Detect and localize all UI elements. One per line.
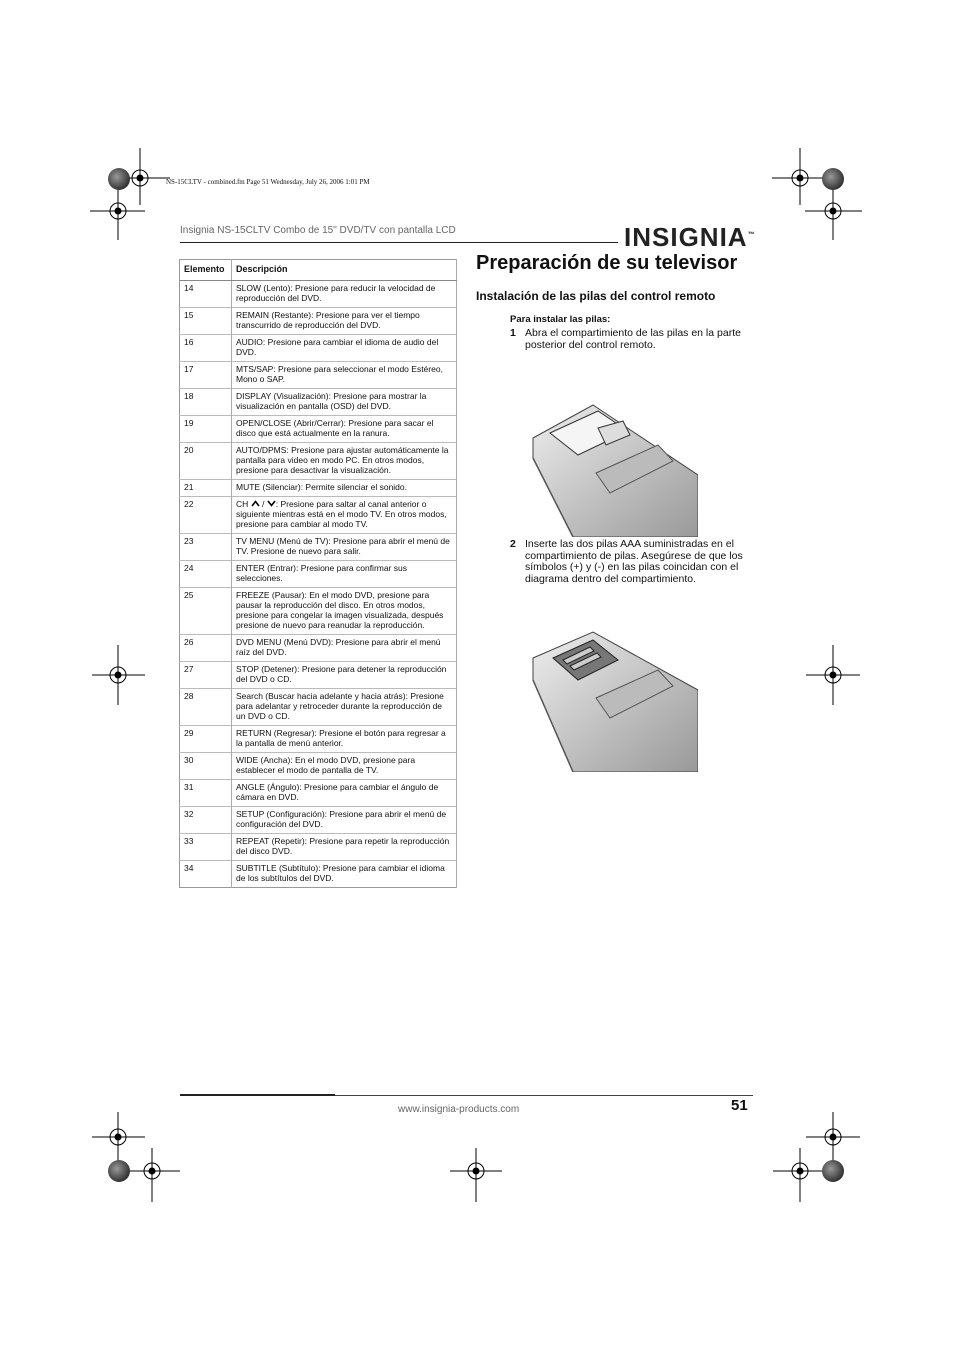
procedure-heading: Para instalar las pilas: bbox=[510, 314, 611, 325]
item-description: STOP (Detener): Presione para detener la reproducción del DVD o CD. bbox=[232, 662, 457, 689]
item-description: SLOW (Lento): Presione para reducir la velocidad de reproducción del DVD. bbox=[232, 281, 457, 308]
item-description: ENTER (Entrar): Presione para confirmar sus selecciones. bbox=[232, 561, 457, 588]
remote-items-table bbox=[179, 259, 457, 888]
table-row bbox=[180, 753, 457, 780]
item-description: DISPLAY (Visualización): Presione para mostrar la visualización en pantalla (OSD) del DVD. bbox=[232, 389, 457, 416]
item-description: WIDE (Ancha): En el modo DVD, presione para establecer el modo de pantalla de TV. bbox=[232, 753, 457, 780]
step-2 bbox=[510, 539, 750, 585]
page-number: 51 bbox=[731, 1097, 748, 1114]
table-row bbox=[180, 308, 457, 335]
item-description bbox=[232, 497, 457, 534]
table-row bbox=[180, 534, 457, 561]
chevron-down-icon bbox=[267, 499, 276, 509]
footer-rule-left bbox=[180, 1094, 335, 1096]
section-subtitle: Instalación de las pilas del control remoto bbox=[476, 289, 716, 303]
separator-slash: / bbox=[259, 499, 267, 509]
item-number: 30 bbox=[180, 753, 232, 780]
item-number: 29 bbox=[180, 726, 232, 753]
registration-ball-bottom-left bbox=[108, 1160, 130, 1182]
registration-ball-top-right bbox=[822, 168, 844, 190]
footer-rule-right bbox=[335, 1095, 753, 1096]
item-number: 33 bbox=[180, 834, 232, 861]
item-number: 25 bbox=[180, 588, 232, 635]
table-row bbox=[180, 834, 457, 861]
insignia-logo bbox=[624, 222, 756, 253]
item-description: MUTE (Silenciar): Permite silenciar el sonido. bbox=[232, 480, 457, 497]
item-number: 19 bbox=[180, 416, 232, 443]
item-number: 28 bbox=[180, 689, 232, 726]
item-description: REPEAT (Repetir): Presione para repetir la reproducción del disco DVD. bbox=[232, 834, 457, 861]
item-description: AUDIO: Presione para cambiar el idioma de audio del DVD. bbox=[232, 335, 457, 362]
footer-url: www.insignia-products.com bbox=[398, 1104, 520, 1115]
item-number: 34 bbox=[180, 861, 232, 888]
table-row bbox=[180, 335, 457, 362]
table-row bbox=[180, 443, 457, 480]
item-number: 20 bbox=[180, 443, 232, 480]
item-number: 17 bbox=[180, 362, 232, 389]
logo-text: INSIGNIA bbox=[624, 222, 748, 252]
step-number: 1 bbox=[510, 327, 516, 339]
item-description: REMAIN (Restante): Presione para ver el tiempo transcurrido de reproducción del DVD. bbox=[232, 308, 457, 335]
table-row bbox=[180, 662, 457, 689]
step-1 bbox=[510, 328, 750, 351]
table-row bbox=[180, 807, 457, 834]
item-description: RETURN (Regresar): Presione el botón para regresar a la pantalla de menú anterior. bbox=[232, 726, 457, 753]
table-row bbox=[180, 362, 457, 389]
remote-cover-open-illustration bbox=[528, 403, 698, 537]
col-header-item: Elemento bbox=[180, 260, 232, 281]
item-number: 23 bbox=[180, 534, 232, 561]
item-number: 32 bbox=[180, 807, 232, 834]
table-header-row bbox=[180, 260, 457, 281]
step-text: Abra el compartimiento de las pilas en la parte posterior del control remoto. bbox=[525, 327, 741, 351]
item-description: FREEZE (Pausar): En el modo DVD, presione para pausar la reproducción del disco. En otros modos, presione para congelar la imagen visualizada, después presione de nuevo para reanudar la reproducción. bbox=[232, 588, 457, 635]
item-number: 22 bbox=[180, 497, 232, 534]
logo-trademark: ™ bbox=[747, 231, 756, 239]
header-rule bbox=[180, 242, 618, 243]
item-number: 31 bbox=[180, 780, 232, 807]
item-description: OPEN/CLOSE (Abrir/Cerrar): Presione para sacar el disco que está actualmente en la ranura. bbox=[232, 416, 457, 443]
file-stamp: NS-15CLTV - combined.fm Page 51 Wednesday, July 26, 2006 1:01 PM bbox=[166, 178, 370, 186]
step-number: 2 bbox=[510, 538, 516, 550]
item-description: ANGLE (Ángulo): Presione para cambiar el ángulo de cámara en DVD. bbox=[232, 780, 457, 807]
item-number: 14 bbox=[180, 281, 232, 308]
table-row bbox=[180, 416, 457, 443]
col-header-description: Descripción bbox=[232, 260, 457, 281]
item-description: Search (Buscar hacia adelante y hacia atrás): Presione para adelantar y retroceder durante la reproducción de un DVD o CD. bbox=[232, 689, 457, 726]
description-text: : Presione para saltar al canal anterior o siguiente mientras está en el modo TV. En otros modos, presione para cambiar al modo TV. bbox=[236, 499, 447, 529]
table-body bbox=[180, 281, 457, 888]
running-title: Insignia NS-15CLTV Combo de 15" DVD/TV con pantalla LCD bbox=[180, 225, 456, 236]
table-row bbox=[180, 861, 457, 888]
item-number: 21 bbox=[180, 480, 232, 497]
item-description: AUTO/DPMS: Presione para ajustar automáticamente la pantalla para video en modo PC. En otros modos, presione para desactivar la visualización. bbox=[232, 443, 457, 480]
item-description: SUBTITLE (Subtítulo): Presione para cambiar el idioma de los subtítulos del DVD. bbox=[232, 861, 457, 888]
registration-ball-top-left bbox=[108, 168, 130, 190]
section-title: Preparación de su televisor bbox=[476, 252, 738, 274]
table-row bbox=[180, 561, 457, 588]
item-number: 18 bbox=[180, 389, 232, 416]
item-description: TV MENU (Menú de TV): Presione para abrir el menú de TV. Presione de nuevo para salir. bbox=[232, 534, 457, 561]
step-text: Inserte las dos pilas AAA suministradas en el compartimiento de pilas. Asegúrese de que los símbolos (+) y (-) en las pilas coincidan con el diagrama dentro del compartimiento. bbox=[525, 538, 743, 585]
table-row bbox=[180, 389, 457, 416]
item-description: DVD MENU (Menú DVD): Presione para abrir el menú raíz del DVD. bbox=[232, 635, 457, 662]
item-description: SETUP (Configuración): Presione para abrir el menú de configuración del DVD. bbox=[232, 807, 457, 834]
remote-batteries-illustration bbox=[528, 630, 698, 772]
channel-label: CH bbox=[236, 499, 251, 509]
item-number: 15 bbox=[180, 308, 232, 335]
table-row bbox=[180, 689, 457, 726]
table-row bbox=[180, 780, 457, 807]
table-row bbox=[180, 726, 457, 753]
item-description: MTS/SAP: Presione para seleccionar el modo Estéreo, Mono o SAP. bbox=[232, 362, 457, 389]
item-number: 27 bbox=[180, 662, 232, 689]
table-row bbox=[180, 281, 457, 308]
registration-ball-bottom-right bbox=[822, 1160, 844, 1182]
chevron-up-icon bbox=[251, 499, 260, 509]
table-row bbox=[180, 635, 457, 662]
item-number: 26 bbox=[180, 635, 232, 662]
item-number: 24 bbox=[180, 561, 232, 588]
item-number: 16 bbox=[180, 335, 232, 362]
table-row bbox=[180, 480, 457, 497]
table-row bbox=[180, 497, 457, 534]
table-row bbox=[180, 588, 457, 635]
